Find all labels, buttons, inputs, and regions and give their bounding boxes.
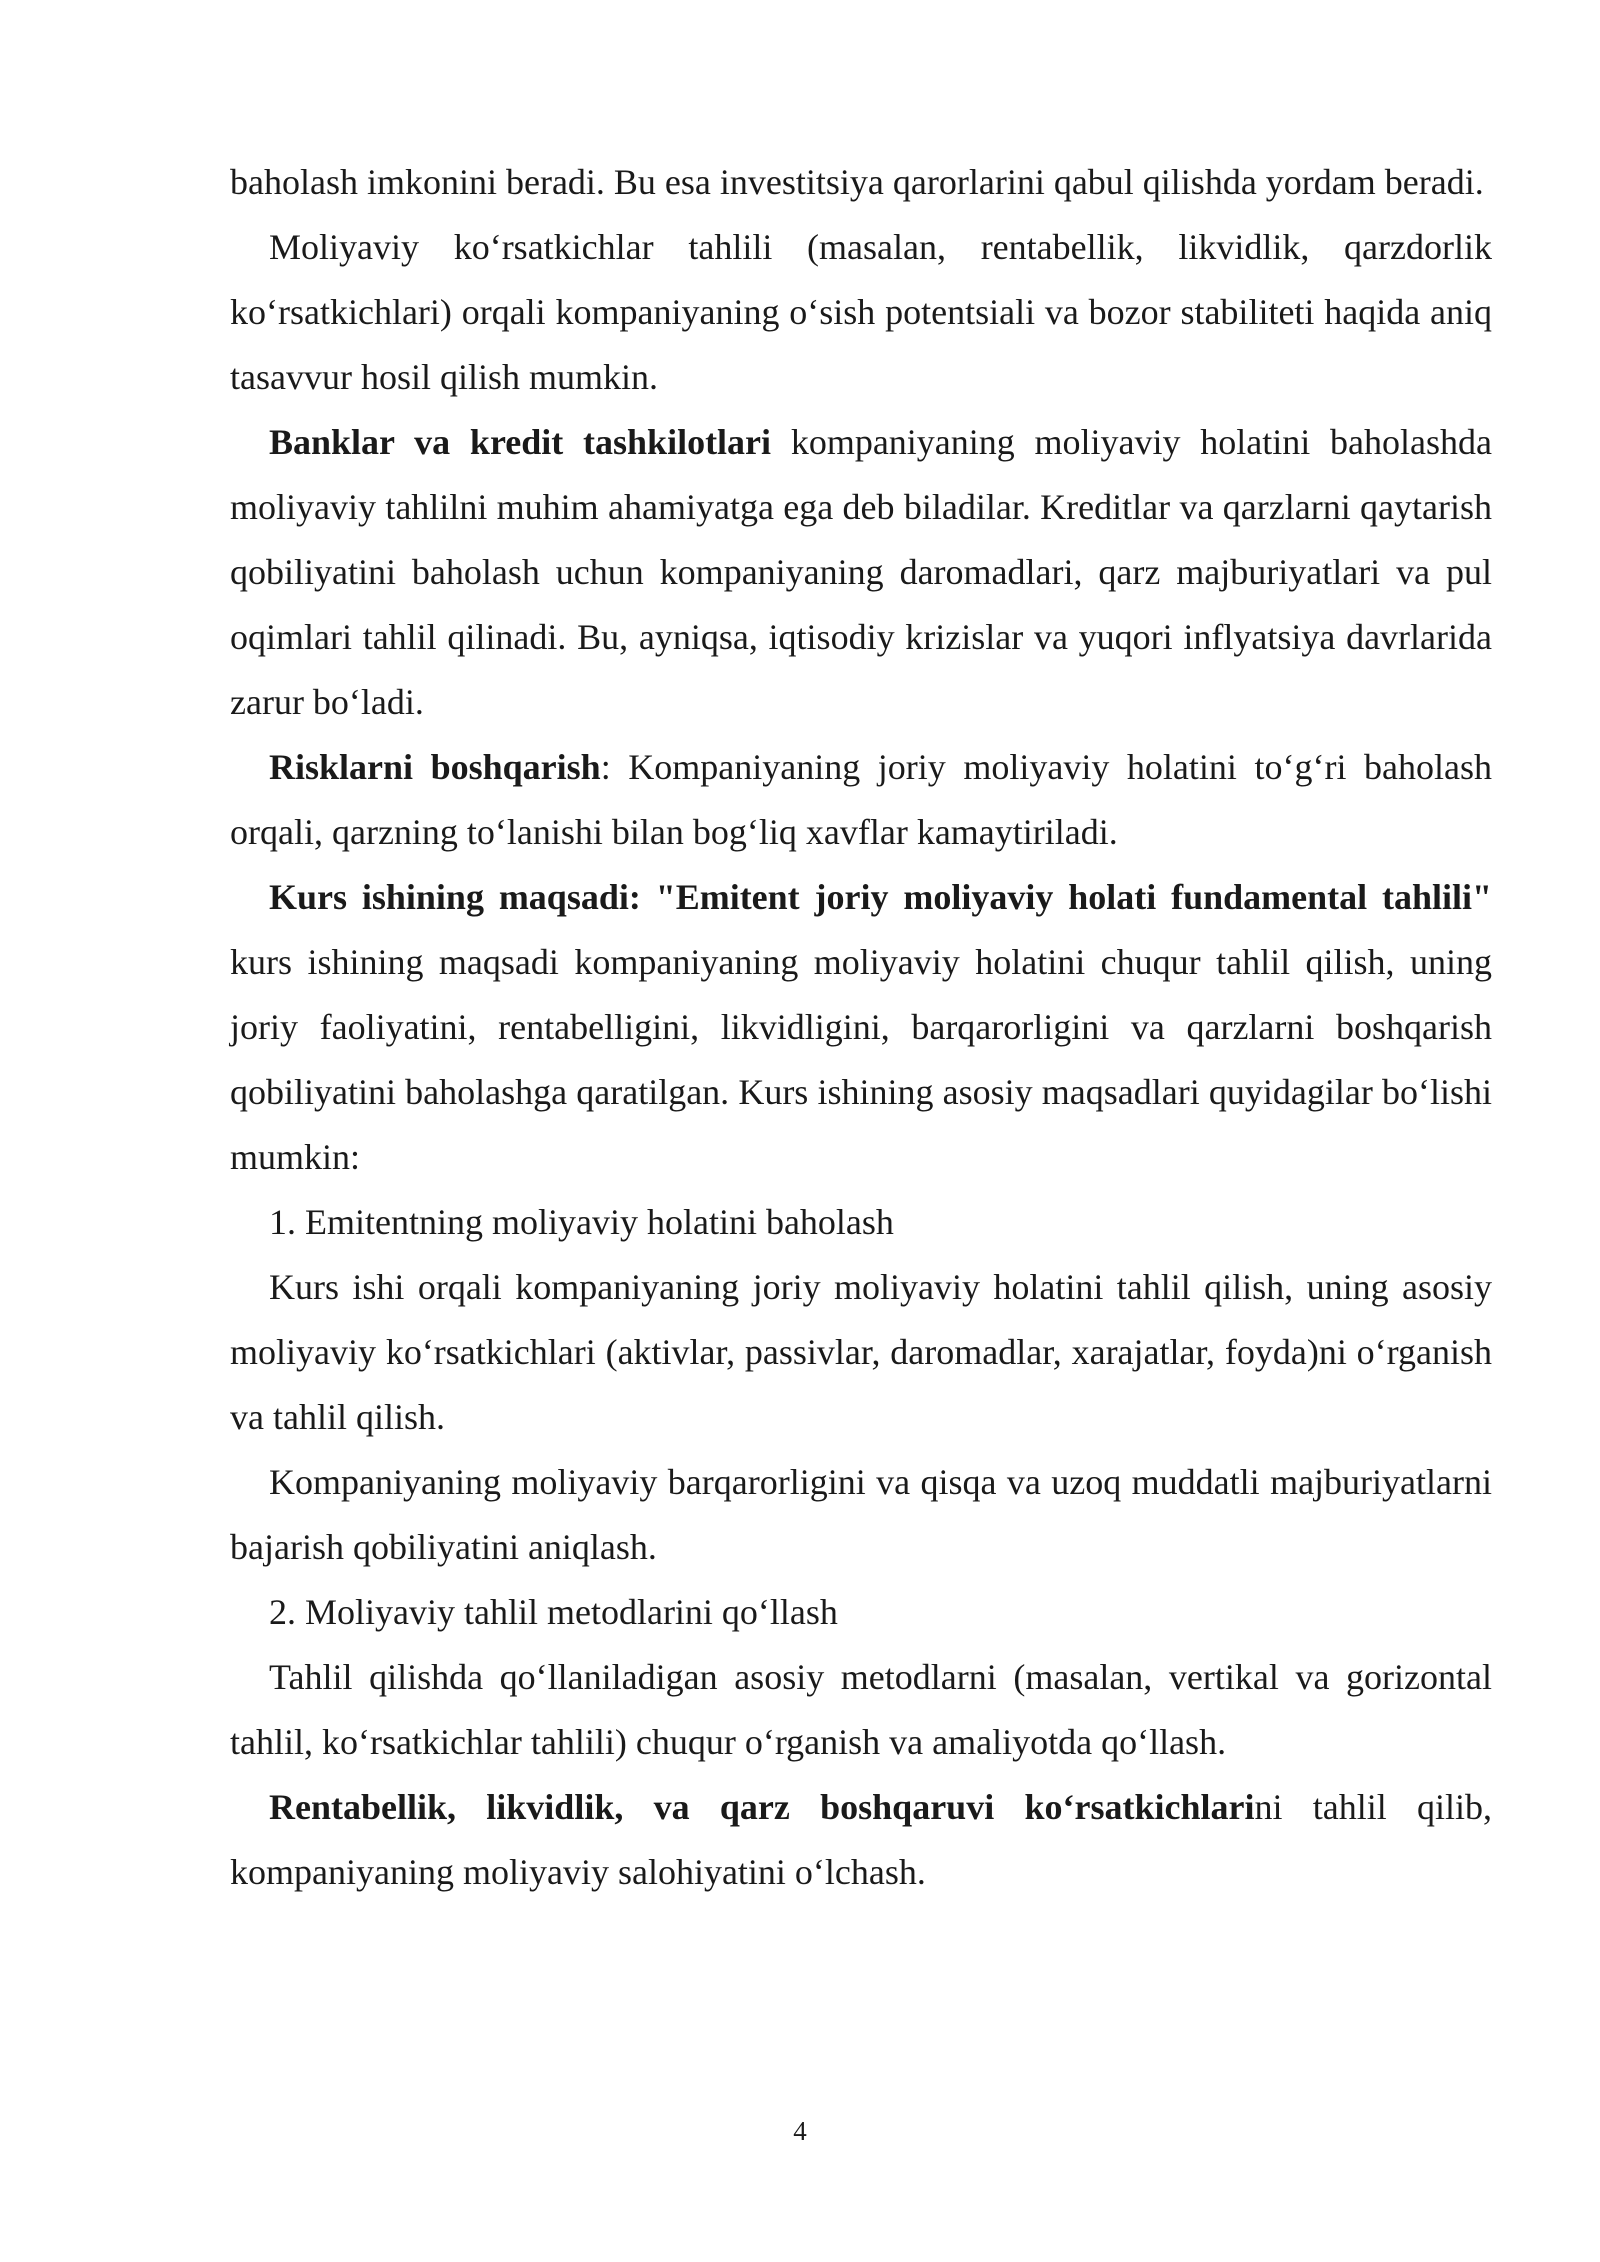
banks-text: kompaniyaning moliyaviy holatini baholashda moliyaviy tahlilni muhim ahamiyatga ega deb biladilar. Kreditlar va qarzlarni qaytarish qobiliyatini baholash uchun kompaniyaning daromadlari, qarz majburiyatlari va pul oqimlari tahlil qilinadi. Bu, ayniqsa, iqtisodiy krizislar va yuqori inflyatsiya davrlarida zarur bo‘ladi. <box>230 422 1492 722</box>
paragraph-course-analysis: Kurs ishi orqali kompaniyaning joriy moliyaviy holatini tahlil qilish, uning asosiy moliyaviy ko‘rsatkichlari (aktivlar, passivlar, daromadlar, xarajatlar, foyda)ni o‘rganish va tahlil qilish. <box>230 1267 1492 1437</box>
document-body <box>230 150 1492 1905</box>
course-goal-text: kurs ishining maqsadi kompaniyaning moliyaviy holatini chuqur tahlil qilish, uning joriy faoliyatini, rentabelligini, likvidligini, barqarorligini va qarzlarni boshqarish qobiliyatini baholashga qaratilgan. Kurs ishining asosiy maqsadlari quyidagilar bo‘lishi mumkin: <box>230 942 1492 1177</box>
list-item-1: 1. Emitentning moliyaviy holatini baholash <box>269 1202 894 1242</box>
indicators-heading: Rentabellik, likvidlik, va qarz boshqaruvi ko‘rsatkichlari <box>269 1787 1255 1827</box>
paragraph-stability: Kompaniyaning moliyaviy barqarorligini va qisqa va uzoq muddatli majburiyatlarni bajarish qobiliyatini aniqlash. <box>230 1462 1492 1567</box>
page-number: 4 <box>793 2116 807 2146</box>
list-item-2: 2. Moliyaviy tahlil metodlarini qo‘llash <box>269 1592 838 1632</box>
paragraph-indicators <box>230 1775 1492 1905</box>
paragraph-course-goal <box>230 865 1492 1190</box>
paragraph-banks <box>230 410 1492 735</box>
paragraph-methods: Tahlil qilishda qo‘llaniladigan asosiy metodlarni (masalan, vertikal va gorizontal tahlil, ko‘rsatkichlar tahlili) chuqur o‘rganish va amaliyotda qo‘llash. <box>230 1657 1492 1762</box>
paragraph-continuation: baholash imkonini beradi. Bu esa investitsiya qarorlarini qabul qilishda yordam beradi. <box>230 162 1484 202</box>
paragraph-financial-indicators: Moliyaviy ko‘rsatkichlar tahlili (masalan, rentabellik, likvidlik, qarzdorlik ko‘rsatkichlari) orqali kompaniyaning o‘sish potentsiali va bozor stabiliteti haqida aniq tasavvur hosil qilish mumkin. <box>230 227 1492 397</box>
course-goal-heading: Kurs ishining maqsadi: "Emitent joriy moliyaviy holati fundamental tahlili" <box>269 877 1492 917</box>
indicators-text: ni tahlil qilib, kompaniyaning moliyaviy salohiyatini o‘lchash. <box>230 1787 1492 1892</box>
risk-heading: Risklarni boshqarish <box>269 747 601 787</box>
paragraph-risk-management <box>230 735 1492 865</box>
risk-text: : Kompaniyaning joriy moliyaviy holatini to‘g‘ri baholash orqali, qarzning to‘lanishi bilan bog‘liq xavflar kamaytiriladi. <box>230 747 1492 852</box>
banks-heading: Banklar va kredit tashkilotlari <box>269 422 772 462</box>
